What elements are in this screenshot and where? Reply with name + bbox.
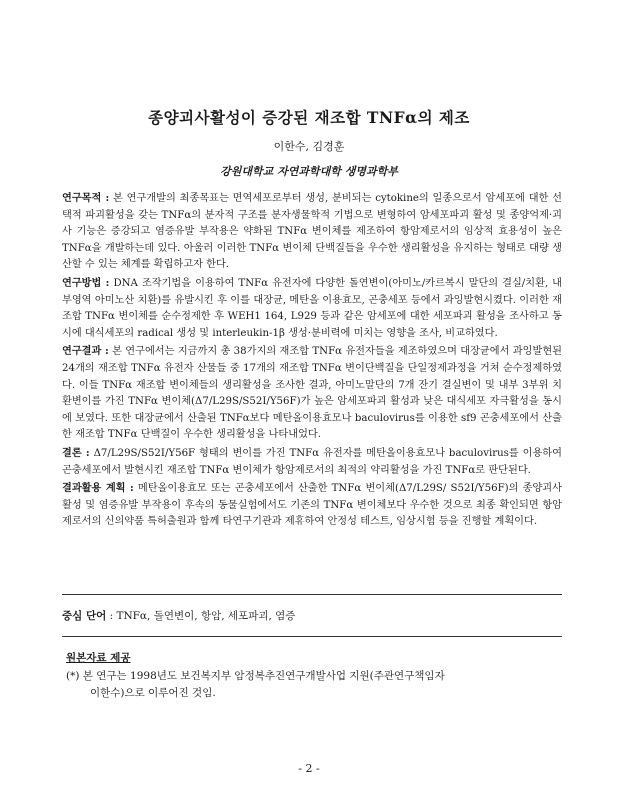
section-label: 결론 : (62, 446, 90, 459)
section-label: 결과활용 계획 : (62, 482, 134, 495)
section-label: 연구목적 : (62, 192, 110, 204)
section-label: 연구방법 : (62, 276, 110, 289)
page-number: - 2 - (298, 762, 320, 775)
section-text: 본 연구에서는 지금까지 총 38가지의 재조합 TNFα 유전자들을 제조하였으며 대장균에서 과잉발현된 24개의 재조합 TNFα 유전자 산물들 중 17개의 재조합 TNFα 변이단백질을 단일정제과정을 거쳐 순수정제하였다. 이들 TNFα 재조합 변이체들의 생리활성을 조사한 결과, 아미노말단의 7개 잔기 결실변이 및 내부 3부위 치환변이를 가진 TNFα 변이체(Δ7/L29S/S52I/Y56F)가 높은 암세포파괴 활성과 낮은 대식세포 자극활성을 동시에 보였다. 또한 대장균에서 산출된 TNFα보다 메탄올이용효모나 baculovirus를 이용한 sf9 곤충세포에서 산출한 재조합 TNFα 단백질이 우수한 생리활성을 나타내었다. (62, 346, 562, 441)
section-results (62, 343, 562, 444)
paper-title: 종양괴사활성이 증강된 재조합 TNFα의 제조 (148, 108, 470, 127)
section-application (62, 480, 562, 531)
affiliation: 강원대학교 자연과학대학 생명과학부 (220, 165, 398, 178)
divider-top (62, 594, 562, 595)
authors: 이한수, 김경훈 (273, 140, 345, 153)
source-heading: 원본자료 제공 (66, 652, 131, 664)
section-text: 메탄올이용효모 또는 곤충세포에서 산출한 TNFα 변이체(Δ7/L29S/ S52I/Y56F)의 종양괴사활성 및 염증유발 부작용이 후속의 동물실험에서도 기존의 TNFα 변이체보다 우수한 것으로 최종 확인되면 항암제로서의 신의약품 특허출원과 함께 타연구기관과 제휴하여 안정성 테스트, 임상시험 등을 진행할 계획이다. (62, 483, 562, 528)
section-text: DNA 조작기법을 이용하여 TNFα 유전자에 다양한 돌연변이(아미노/카르복시 말단의 결실/치환, 내부영역 아미노산 치환)를 유발시킨 후 이를 대장균, 메탄올 이용효모, 곤충세포 등에서 과잉발현시켰다. 이러한 재조합 TNFα 변이체를 순수정제한 후 WEH1 164, L929 등과 같은 암세포에 대한 세포파괴 활성을 조사하고 동시에 대식세포의 radical 생성 및 interleukin-1β 생성·분비력에 미치는 영향을 조사, 비교하였다. (62, 277, 562, 339)
section-text: 본 연구개발의 최종목표는 면역세포로부터 생성, 분비되는 cytokine의 일종으로서 암세포에 대한 선택적 파괴활성을 갖는 TNFα의 분자적 구조를 분자생물학적 기법으로 변형하여 암세포파괴 활성 및 종양억제·괴사 기능은 증강되고 염증유발 부작용은 약화된 TNFα 변이체를 제조하여 항암제로서의 임상적 효용성이 높은 TNFα을 개발하는데 있다. 아울러 이러한 TNFα 변이체 단백질들을 우수한 생리활성을 유지하는 형태로 대량 생산할 수 있는 체계를 확립하고자 한다. (62, 193, 563, 271)
section-conclusion (62, 445, 562, 479)
section-purpose (62, 190, 562, 274)
keywords-text: : TNFα, 돌연변이, 항암, 세포파괴, 염증 (109, 610, 296, 622)
keywords-label: 중심 단어 (62, 610, 107, 622)
source-text: (*) 본 연구는 1998년도 보건복지부 암정복추진연구개발사업 지원(주관연구책임자 이한수)으로 이루어진 것임. (66, 670, 445, 699)
abstract (62, 190, 562, 532)
section-label: 연구결과 : (62, 345, 109, 358)
divider-bottom (62, 636, 562, 637)
section-text: Δ7/L29S/S52I/Y56F 형태의 변이를 가진 TNFα 유전자를 메탄올이용효모나 baculovirus를 이용하여 곤충세포에서 발현시킨 재조합 TNFα 변이체가 항암제로서의 최적의 약리활성을 가진 TNFα로 판단된다. (62, 447, 562, 476)
section-method (62, 275, 562, 342)
keywords (62, 608, 562, 623)
